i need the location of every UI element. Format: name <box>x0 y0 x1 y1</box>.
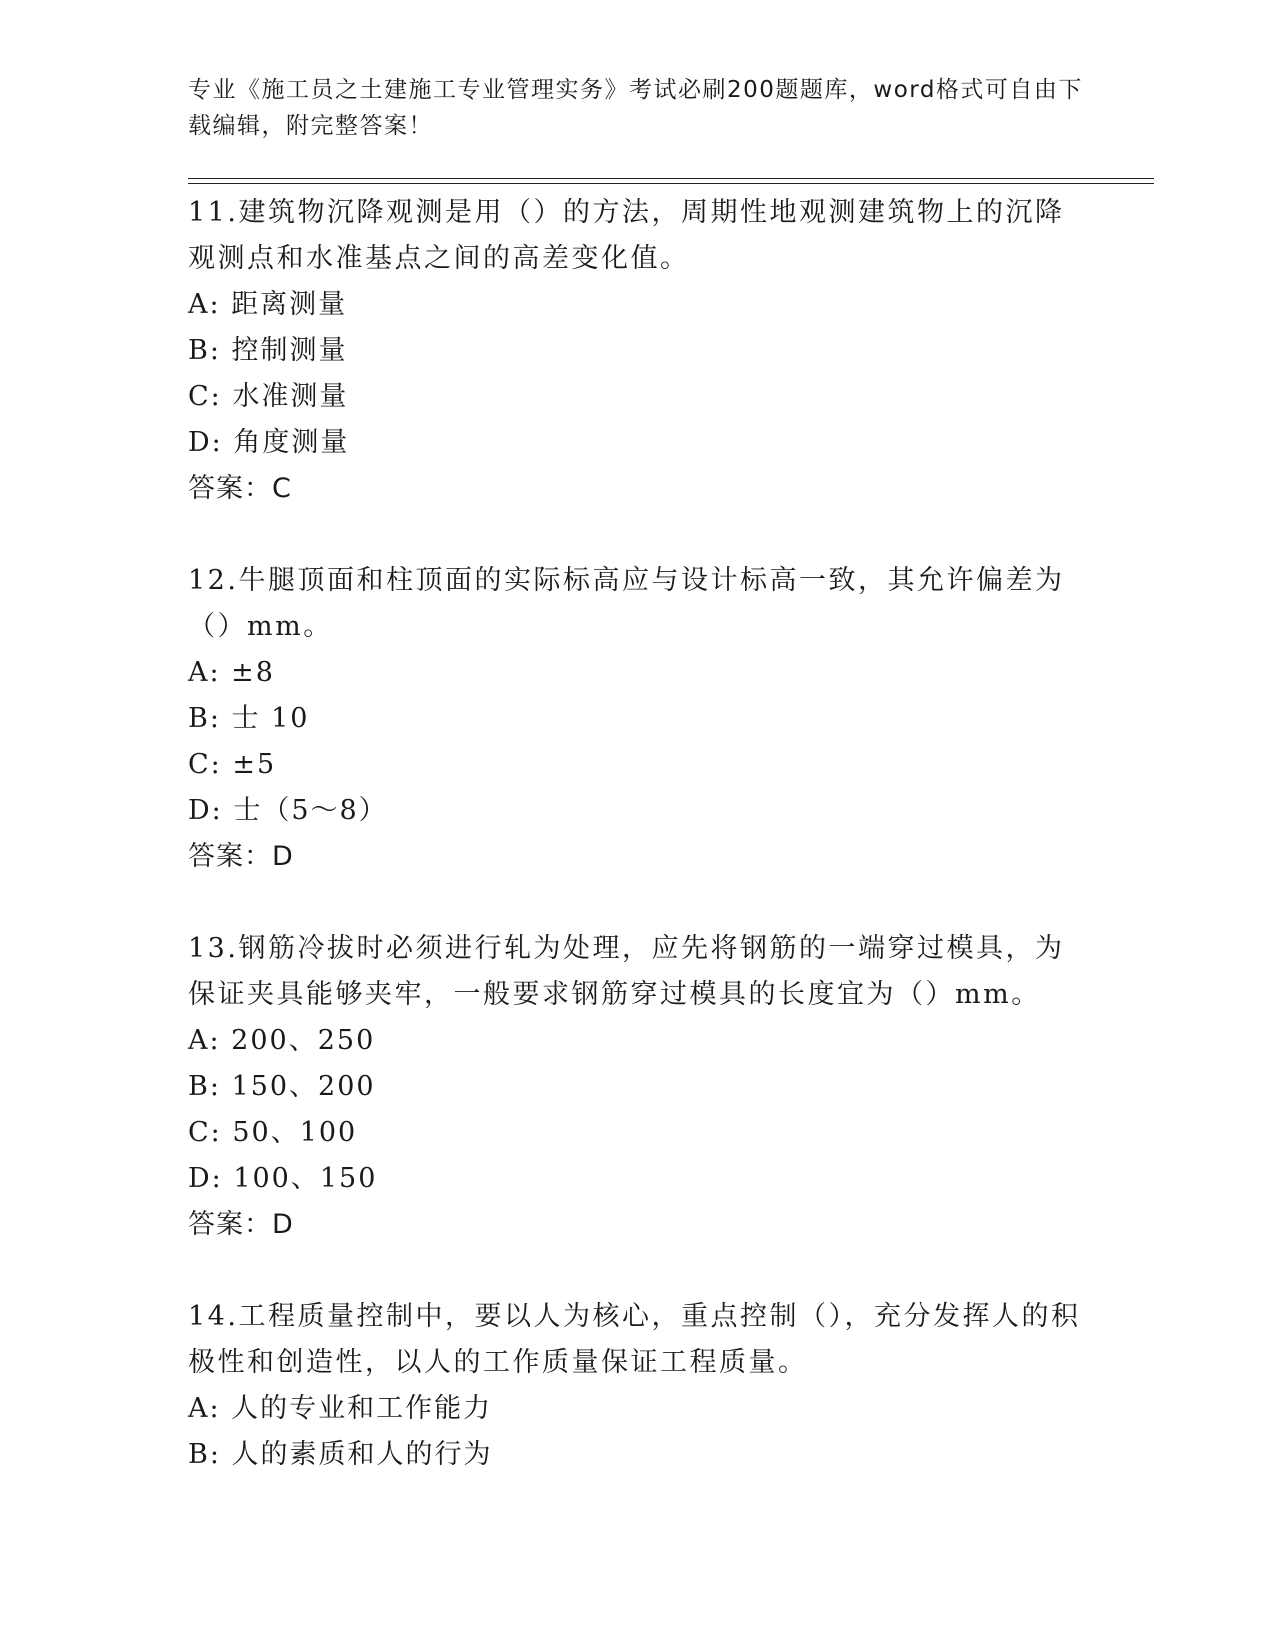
option-b: B: 控制测量 <box>188 335 348 366</box>
answer-line: 答案：D <box>188 1209 294 1240</box>
option-b: B: 150、200 <box>188 1071 376 1102</box>
question-stem: 11.建筑物沉降观测是用（）的方法，周期性地观测建筑物上的沉降观测点和水准基点之间的高差变化值。 <box>188 197 1065 274</box>
answer-line: 答案：D <box>188 841 294 872</box>
question-14 <box>188 1294 1088 1478</box>
option-b: B: 士 10 <box>188 703 310 734</box>
spacer <box>188 1248 1088 1294</box>
option-a: A: 200、250 <box>188 1025 376 1056</box>
option-d: D: 角度测量 <box>188 427 350 458</box>
document-header: 专业《施工员之土建施工专业管理实务》考试必刷200题题库，word格式可自由下载编辑，附完整答案！ <box>188 77 1083 139</box>
option-c: C: 50、100 <box>188 1117 358 1148</box>
option-a: A: ±8 <box>188 657 275 688</box>
question-12 <box>188 558 1088 880</box>
option-a: A: 距离测量 <box>188 289 348 320</box>
option-b: B: 人的素质和人的行为 <box>188 1439 493 1470</box>
option-d: D: 100、150 <box>188 1163 378 1194</box>
header-divider-top <box>188 178 1154 179</box>
question-11 <box>188 190 1088 512</box>
spacer <box>188 880 1088 926</box>
option-c: C: 水准测量 <box>188 381 349 412</box>
question-stem: 13.钢筋冷拔时必须进行轧为处理，应先将钢筋的一端穿过模具，为保证夹具能够夹牢，一般要求钢筋穿过模具的长度宜为（）mm。 <box>188 933 1065 1010</box>
option-a: A: 人的专业和工作能力 <box>188 1393 493 1424</box>
question-13 <box>188 926 1088 1248</box>
spacer <box>188 512 1088 558</box>
question-stem: 12.牛腿顶面和柱顶面的实际标高应与设计标高一致，其允许偏差为（）mm。 <box>188 565 1065 642</box>
header-divider-bottom <box>188 183 1154 184</box>
option-d: D: 士（5～8） <box>188 795 388 826</box>
question-stem: 14.工程质量控制中，要以人为核心，重点控制（），充分发挥人的积极性和创造性，以人的工作质量保证工程质量。 <box>188 1301 1081 1378</box>
answer-line: 答案：C <box>188 473 292 504</box>
option-c: C: ±5 <box>188 749 277 780</box>
question-list <box>188 190 1088 1478</box>
